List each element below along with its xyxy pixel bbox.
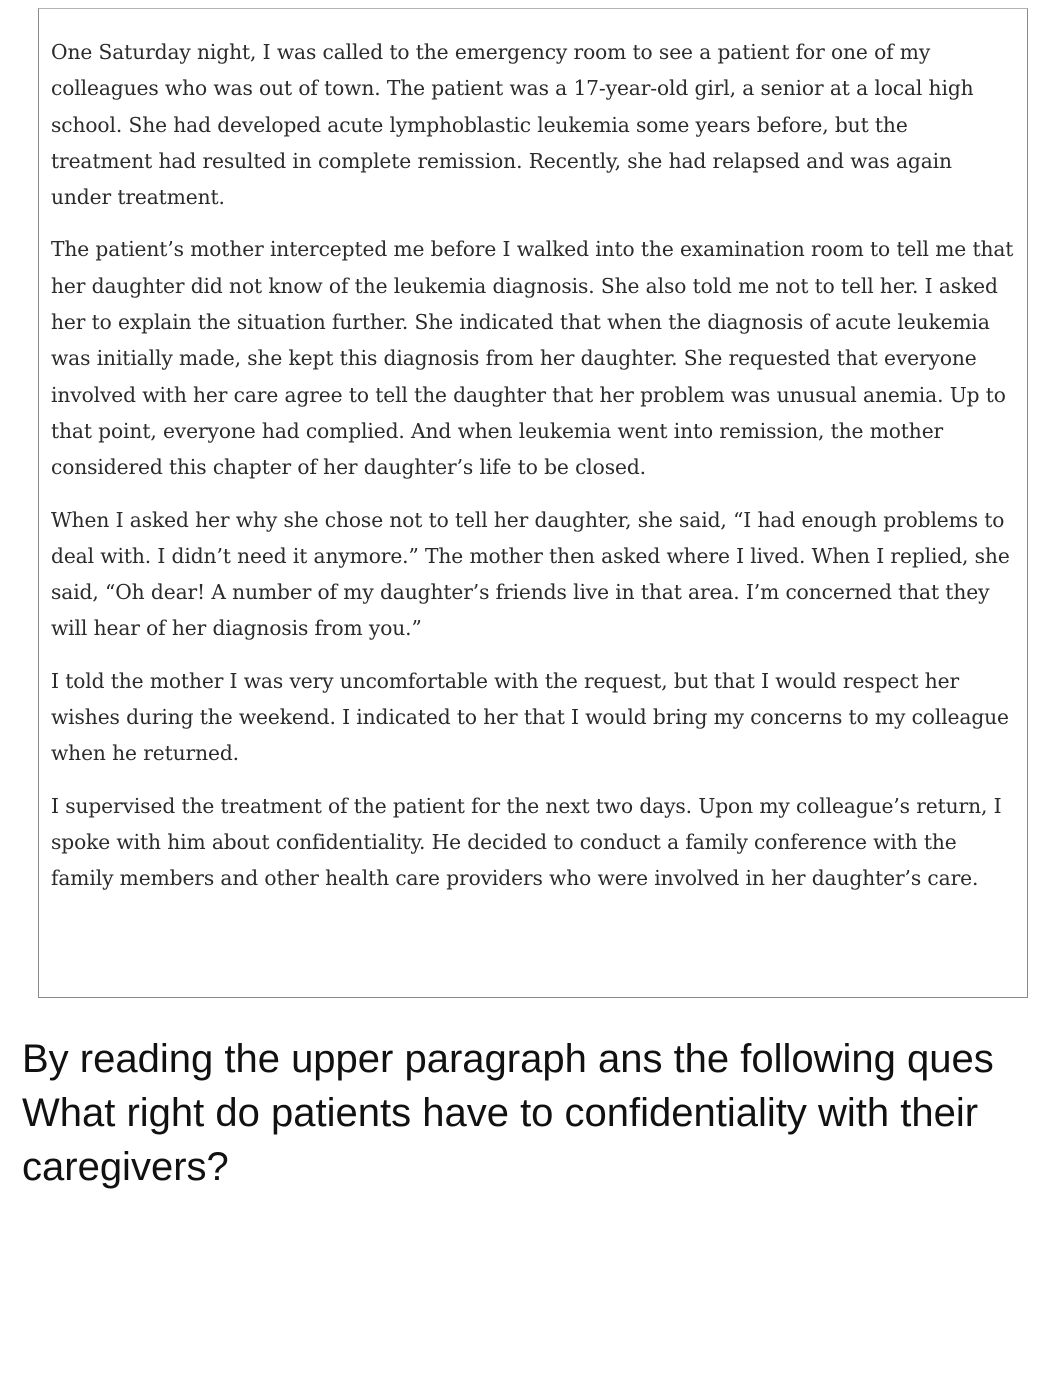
question-block	[22, 1032, 1047, 1194]
passage-paragraph-1: One Saturday night, I was called to the emergency room to see a patient for one of my colleagues who was out of town. The patient was a 17-year-old girl, a senior at a local high school. She had developed acute lymphoblastic leukemia some years before, but the treatment had resulted in complete remission. Recently, she had relapsed and was again under treatment.	[51, 40, 974, 210]
passage-paragraph-5: I supervised the treatment of the patient for the next two days. Upon my colleague’s return, I spoke with him about confidentiality. He decided to conduct a family conference with the family members and other health care providers who were involved in her daughter’s care.	[51, 793, 1002, 891]
passage-box	[38, 8, 1028, 998]
passage-paragraph-3: When I asked her why she chose not to tell her daughter, she said, “I had enough problems to deal with. I didn’t need it anymore.” The mother then asked where I lived. When I replied, she said, “Oh dear! A number of my daughter’s friends live in that area. I’m concerned that they will hear of her diagnosis from you.”	[51, 507, 1010, 641]
passage-paragraph-4: I told the mother I was very uncomfortable with the request, but that I would respect her wishes during the weekend. I indicated to her that I would bring my concerns to my colleague when he returned.	[51, 668, 1009, 766]
passage-paragraph-2: The patient’s mother intercepted me before I walked into the examination room to tell me that her daughter did not know of the leukemia diagnosis. She also told me not to tell her. I asked her to explain the situation further. She indicated that when the diagnosis of acute leukemia was initially made, she kept this diagnosis from her daughter. She requested that everyone involved with her care agree to tell the daughter that her problem was unusual anemia. Up to that point, everyone had complied. And when leukemia went into remission, the mother considered this chapter of her daughter’s life to be closed.	[51, 237, 1014, 480]
question-instruction: By reading the upper paragraph ans the following ques	[22, 1037, 994, 1081]
question-text: What right do patients have to confidentiality with their caregivers?	[22, 1091, 979, 1189]
